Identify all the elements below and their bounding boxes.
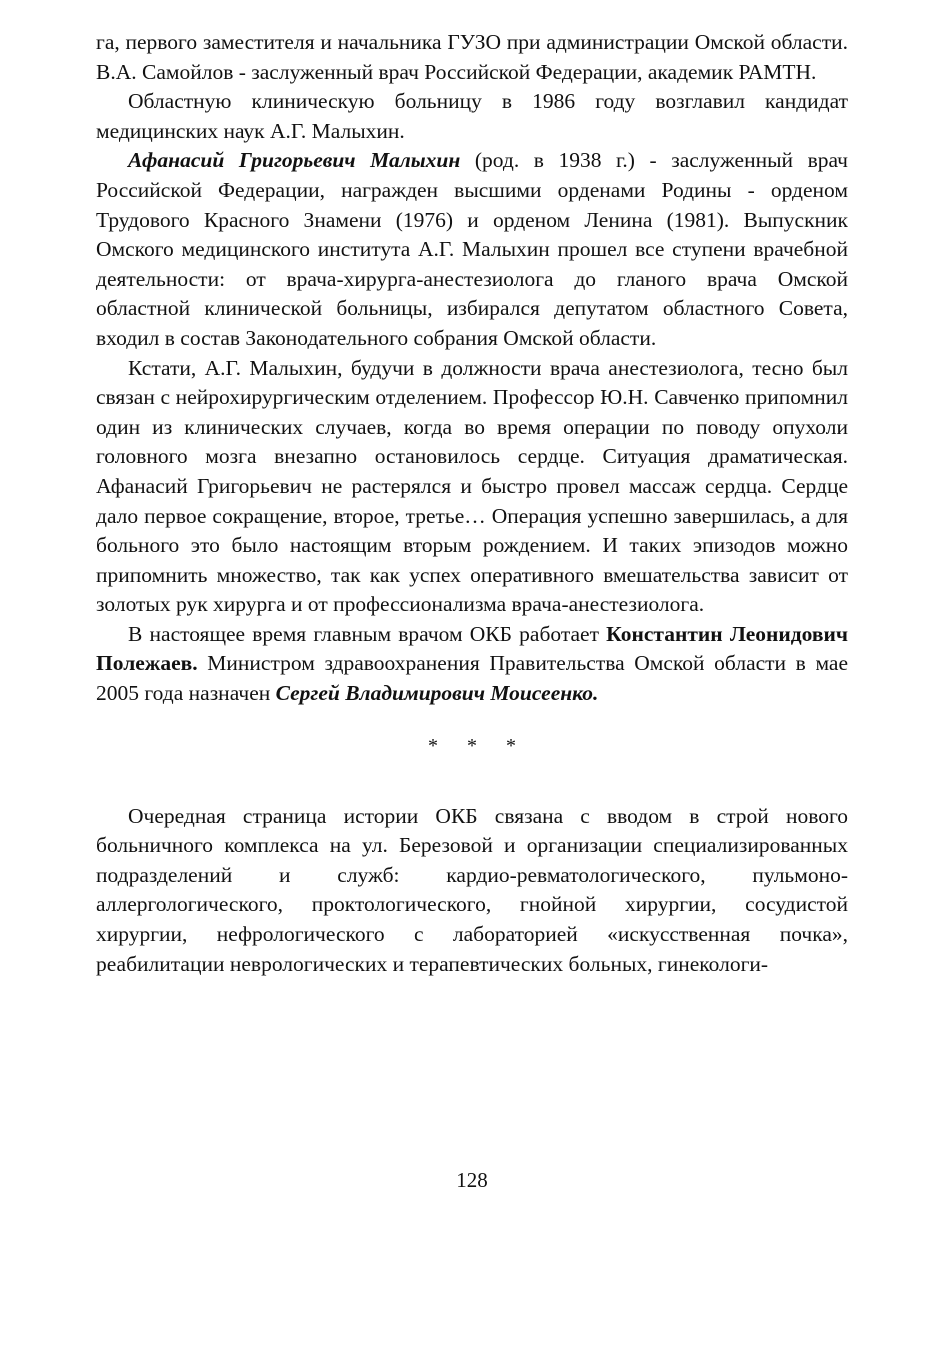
text-part-a: В настоящее время главным врачом ОКБ работает <box>128 621 607 646</box>
text-part-b: Министром здравоохранения Правительства Омской области в мае 2005 года назначен <box>96 651 848 706</box>
page-body <box>96 28 848 979</box>
paragraph-new-complex: Очередная страница истории ОКБ связана с вводом в строй нового больничного комплекса на ул. Березовой и организации специализированных подразделений и служб: кардио-ревматологического, пульмоно-аллергологического, проктологического, гнойной хирургии, сосудистой хирургии, нефрологического с лабораторией «искусственная почка», реабилитации неврологических и терапевтических больных, гинекологи- <box>96 803 848 976</box>
paragraph-hospital-head: Областную клиническую больницу в 1986 году возглавил кандидат медицинских наук А.Г. Малыхин. <box>96 89 848 143</box>
person-name-moiseenko: Сергей Владимирович Моисеенко. <box>275 681 599 706</box>
section-separator: * * * <box>428 734 528 757</box>
paragraph-current-heads <box>96 620 848 709</box>
person-name-malykhin: Афанасий Григорьевич Малыхин <box>128 148 461 173</box>
bio-text: (род. в 1938 г.) - заслуженный врач Российской Федерации, награжден высшими орденами Родины - орденом Трудового Красного Знамени (1976) и орденом Ленина (1981). Выпускник Омского медицинского института А.Г. Малыхин прошел все ступени врачебной деятельности: от врача-хирурга-анестезиолога до гланого врача Омской областной клинической больницы, избирался депутатом областного Совета, входил в состав Законодательного собрания Омской области. <box>96 148 848 350</box>
paragraph-anecdote: Кстати, А.Г. Малыхин, будучи в должности врача анестезиолога, тесно был связан с нейрохирургическим отделением. Профессор Ю.Н. Савченко припомнил один из клинических случаев, когда во время операции по поводу опухоли головного мозга внезапно остановилось сердце. Ситуация драматическая. Афанасий Григорьевич не растерялся и быстро провел массаж сердца. Сердце дало первое сокращение, второе, третье… Операция успешно завершилась, а для больного это было настоящим вторым рождением. И таких эпизодов можно припомнить множество, так как успех оперативного вмешательства зависит от золотых рук хирурга и от профессионализма врача-анестезиолога. <box>96 355 848 617</box>
paragraph-continuation: га, первого заместителя и начальника ГУЗО при администрации Омской области. В.А. Самойлов - заслуженный врач Российской Федерации, академик РАМТН. <box>96 30 848 84</box>
page-number: 128 <box>456 1168 488 1192</box>
person-name-polezhaev: Константин Леонидович Полежаев. <box>96 621 848 676</box>
paragraph-malykhin-bio <box>96 146 848 353</box>
